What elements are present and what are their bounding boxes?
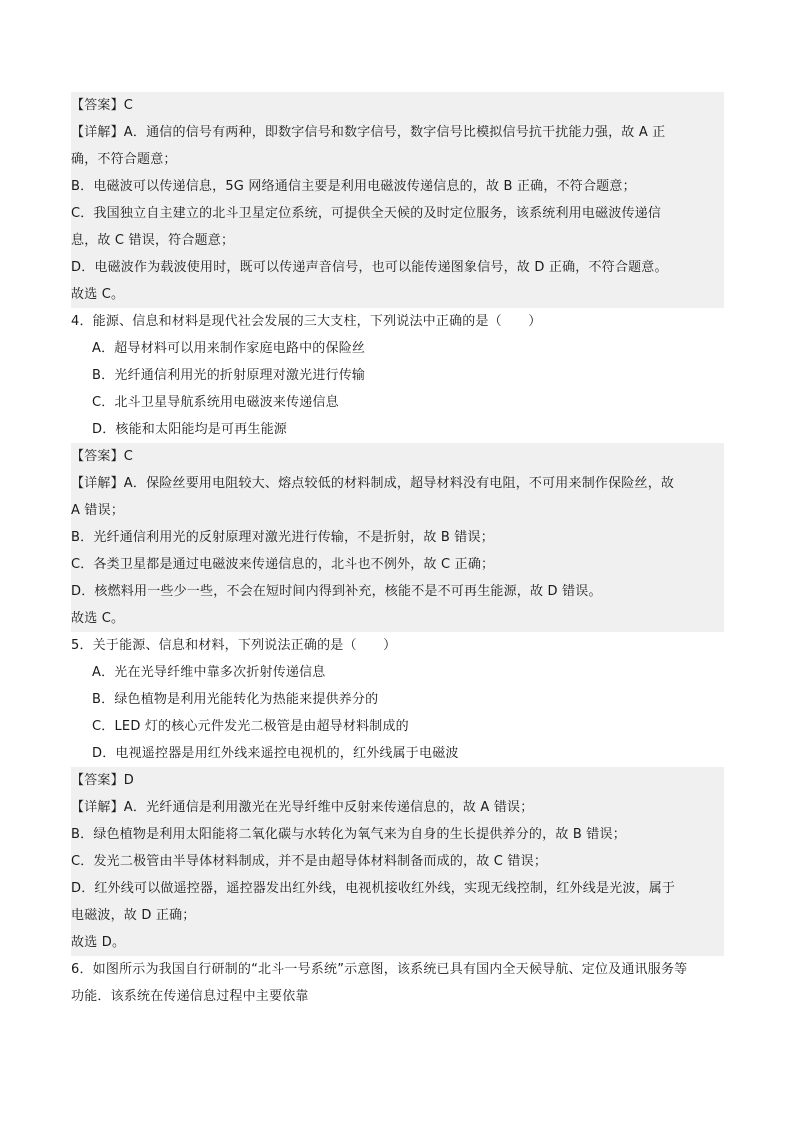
explanation-line: 电磁波，故 D 正确； <box>71 908 196 923</box>
option-a: A．超导材料可以用来制作家庭电路中的保险丝 <box>92 341 366 356</box>
q5-answer-block <box>71 767 724 956</box>
option-b: B．绿色植物是利用光能转化为热能来提供养分的 <box>92 692 379 707</box>
q3-answer-block <box>71 92 724 308</box>
option-d: D．电视遥控器是用红外线来遥控电视机的，红外线属于电磁波 <box>92 746 459 761</box>
option-b: B．光纤通信利用光的折射原理对激光进行传输 <box>92 368 366 383</box>
explanation-line: C．发光二极管由半导体材料制成，并不是由超导体材料制备而成的，故 C 错误； <box>71 854 548 869</box>
explanation-line: 【详解】A．保险丝要用电阻较大、熔点较低的材料制成，超导材料没有电阻，不可用来制作保险丝，故 <box>71 476 675 491</box>
explanation-line: B．电磁波可以传递信息，5G 网络通信主要是利用电磁波传递信息的，故 B 正确，不符合题意； <box>71 179 636 194</box>
option-d: D．核能和太阳能均是可再生能源 <box>92 422 288 437</box>
explanation-line: 【详解】A．通信的信号有两种，即数字信号和数字信号，数字信号比模拟信号抗干扰能力强，故 A 正 <box>71 125 666 140</box>
explanation-line: 【详解】A．光纤通信是利用激光在光导纤维中反射来传递信息的，故 A 错误； <box>71 800 534 815</box>
explanation-line: 息，故 C 错误，符合题意； <box>71 233 235 248</box>
explanation-line: D．红外线可以做遥控器，遥控器发出红外线，电视机接收红外线，实现无线控制，红外线是光波，属于 <box>71 881 676 896</box>
explanation-line: 确，不符合题意； <box>71 152 177 167</box>
question-stem: 5．关于能源、信息和材料，下列说法正确的是（ ） <box>71 638 397 653</box>
question-4 <box>71 308 724 443</box>
explanation-line: C．各类卫星都是通过电磁波来传递信息的，北斗也不例外，故 C 正确； <box>71 557 495 572</box>
question-5 <box>71 632 724 767</box>
explanation-line: 故选 D。 <box>71 935 126 950</box>
answer-label: 【答案】C <box>71 449 134 464</box>
explanation-line: A 错误； <box>71 503 125 518</box>
answer-label: 【答案】C <box>71 98 134 113</box>
explanation-line: 故选 C。 <box>71 287 125 302</box>
explanation-line: D．核燃料用一些少一些，不会在短时间内得到补充，核能不是不可再生能源，故 D 错误。 <box>71 584 602 599</box>
question-6 <box>71 956 724 1010</box>
answer-label: 【答案】D <box>71 773 135 788</box>
option-c: C．LED 灯的核心元件发光二极管是由超导材料制成的 <box>92 719 409 734</box>
explanation-line: D．电磁波作为载波使用时，既可以传递声音信号，也可以能传递图象信号，故 D 正确，不符合题意。 <box>71 260 668 275</box>
explanation-line: 故选 C。 <box>71 611 125 626</box>
explanation-line: B．光纤通信利用光的反射原理对激光进行传输，不是折射，故 B 错误； <box>71 530 494 545</box>
question-stem: 6．如图所示为我国自行研制的“北斗一号系统”示意图，该系统已具有国内全天候导航、定位及通讯服务等 <box>71 962 688 977</box>
question-stem: 4．能源、信息和材料是现代社会发展的三大支柱，下列说法中正确的是（ ） <box>71 314 542 329</box>
q4-answer-block <box>71 443 724 632</box>
document-page <box>71 92 724 1010</box>
question-stem-continued: 功能．该系统在传递信息过程中主要依靠 <box>71 989 309 1004</box>
option-c: C．北斗卫星导航系统用电磁波来传递信息 <box>92 395 339 410</box>
explanation-line: C．我国独立自主建立的北斗卫星定位系统，可提供全天候的及时定位服务，该系统利用电磁波传递信 <box>71 206 662 221</box>
option-a: A．光在光导纤维中靠多次折射传递信息 <box>92 665 326 680</box>
explanation-line: B．绿色植物是利用太阳能将二氧化碳与水转化为氧气来为自身的生长提供养分的，故 B 错误； <box>71 827 626 842</box>
